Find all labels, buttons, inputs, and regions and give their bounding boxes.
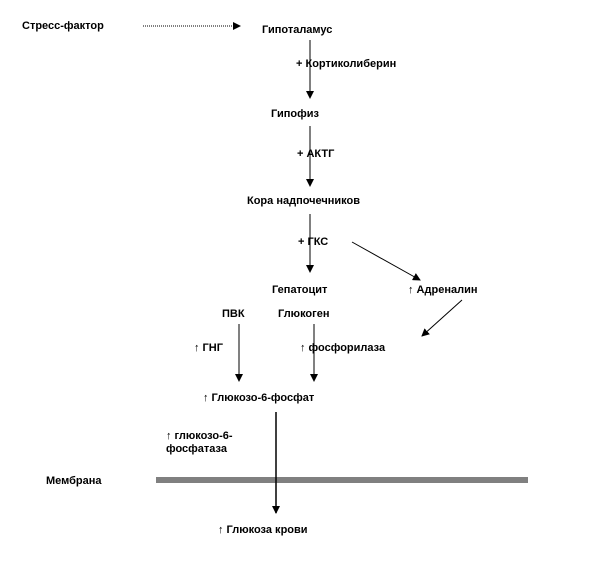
hepatocyte-label: Гепатоцит	[272, 284, 328, 296]
acth-label: + АКТГ	[297, 148, 335, 160]
membrane-label: Мембрана	[46, 475, 102, 487]
glycogen-label: Глюкоген	[278, 308, 330, 320]
adrenaline-label: ↑ Адреналин	[408, 284, 478, 296]
pvk-label: ПВК	[222, 308, 245, 320]
stress-factor-label: Стресс-фактор	[22, 20, 104, 32]
blood-glucose-label: ↑ Глюкоза крови	[218, 524, 308, 536]
arrow-adrenaline-to-phosphorylase	[422, 300, 462, 336]
hypothalamus-label: Гипоталамус	[262, 24, 333, 36]
glucose-6-phosphate-label: ↑ Глюкозо-6-фосфат	[203, 392, 315, 404]
adrenal-cortex-label: Кора надпочечников	[247, 195, 361, 207]
g6pase-label-line1: ↑ глюкозо-6-	[166, 430, 233, 442]
g6pase-label-line2: фосфатаза	[166, 443, 227, 455]
gks-label: + ГКС	[298, 236, 329, 248]
arrow-gks-to-adrenaline	[352, 242, 420, 280]
phosphorylase-label: ↑ фосфорилаза	[300, 342, 386, 354]
pituitary-label: Гипофиз	[271, 108, 319, 120]
corticoliberin-label: + Кортиколиберин	[296, 58, 397, 70]
gng-label: ↑ ГНГ	[194, 342, 223, 354]
membrane-line	[156, 478, 528, 482]
